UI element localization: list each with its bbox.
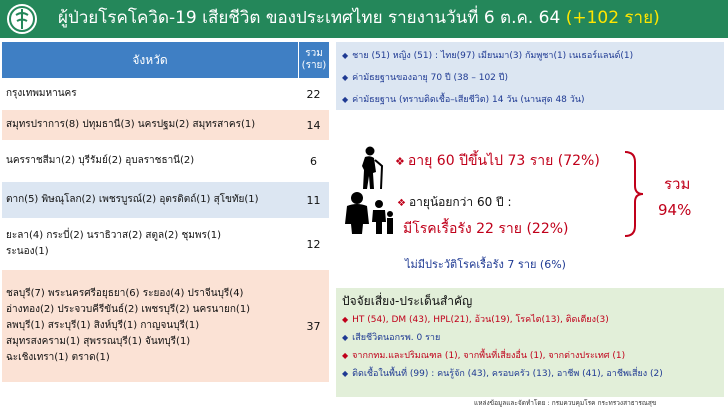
risk-item: ◆ HT (54), DM (43), HPL(21), อ้วน(19), โรคไต(13), ติดเตียง(3) [342,315,609,325]
right-brace-icon [623,150,645,238]
risk-title: ปัจจัยเสี่ยง-ประเด็นสำคัญ [342,294,473,308]
total-label: รวม [664,175,691,193]
diamond-bullet-icon: ◆ [342,351,349,360]
total-cell: 6 [310,154,317,168]
province-cell: ยะลา(4) กระบี่(2) นราธิวาส(2) สตูล(2) ชุมพร(1) ระนอง(1) [6,230,221,257]
diamond-bullet-icon: ❖ [395,155,405,168]
header-bar [0,0,728,38]
title-main: ผู้ป่วยโรคโควิด-19 เสียชีวิต ของประเทศไทย รายงานวันที่ 6 ต.ค. 64 [58,8,561,28]
elderly-stat: ❖ อายุ 60 ปีขึ้นไป 73 ราย (72%) [395,153,600,169]
risk-item: ◆ ติดเชื้อในพื้นที่ (99) : คนรู้จัก (43), ครอบครัว (13), อาชีพ (41), อาชีพเสี่ยง (2) [342,369,663,379]
info-line: ◆ ค่ามัธยฐานของอายุ 70 ปี (38 – 102 ปี) [342,73,508,83]
province-cell: สมุทรปราการ(8) ปทุมธานี(3) นครปฐม(2) สมุทรสาคร(1) [6,119,256,130]
info-line: ◆ ค่ามัธยฐาน (ทราบติดเชื้อ–เสียชีวิต) 14 วัน (นานสุด 48 วัน) [342,95,585,105]
demographic-info-box [336,42,724,110]
header-total-label: รวม [305,48,323,59]
total-cell: 12 [306,237,321,251]
table-header [2,42,329,78]
chronic-disease-stat: มีโรคเรื้อรัง 22 ราย (22%) [403,221,569,237]
young-label: ❖ อายุน้อยกว่า 60 ปี : [397,195,512,209]
total-cell: 11 [306,193,321,207]
province-table [2,42,329,382]
total-percent: 94% [658,201,692,219]
table-row [2,78,329,108]
province-cell: นครราชสีมา(2) บุรีรัมย์(2) อุบลราชธานี(2) [6,155,195,166]
family-icon [343,190,395,234]
header-total [298,42,329,78]
source-footnote: แหล่งข้อมูลและจัดทำโดย : กรมควบคุมโรค กระทรวงสาธารณสุข [474,399,657,407]
province-cell: ตาก(5) พิษณุโลก(2) เพชรบูรณ์(2) อุตรดิตถ์(1) สุโขทัย(1) [6,194,259,205]
elderly-person-icon [355,146,389,190]
page-title [58,6,660,30]
no-history-stat: ไม่มีประวัติโรคเรื้อรัง 7 ราย (6%) [405,258,566,271]
diamond-bullet-icon: ◆ [342,333,349,342]
diamond-bullet-icon: ❖ [397,198,406,209]
diamond-bullet-icon: ◆ [342,73,349,82]
diamond-bullet-icon: ◆ [342,95,349,104]
table-row [2,180,329,218]
header-total-unit: (ราย) [301,60,327,71]
risk-item: ◆ เสียชีวิตนอกรพ. 0 ราย [342,333,441,343]
risk-factors-box [336,288,724,397]
province-cell: ชลบุรี(7) พระนครศรีอยุธยา(6) ระยอง(4) ปราจีนบุรี(4) อ่างทอง(2) ประจวบคีรีขันธ์(2) เพชรบุรี(2) นครนายก(1) ลพบุรี(1) สระบุรี(1) สิงห์บุรี(1) กาญจนบุรี(1) สมุทรสงคราม(1) สุพรรณบุรี(1) จันทบุรี(1) ฉะเชิงเทรา(1) ตราด(1) [6,288,251,363]
province-cell: กรุงเทพมหานคร [6,88,77,99]
total-cell: 37 [306,319,321,333]
total-cell: 14 [306,118,321,132]
table-row [2,108,329,140]
diamond-bullet-icon: ◆ [342,315,349,324]
total-cell: 22 [306,87,321,101]
risk-item: ◆ จากกทม.และปริมณฑล (1), จากพื้นที่เสี่ยงอื่น (1), จากต่างประเทศ (1) [342,351,626,361]
diamond-bullet-icon: ◆ [342,51,349,60]
table-row [2,218,329,268]
title-highlight: (+102 ราย) [565,8,660,28]
table-row [2,268,329,382]
header-province: จังหวัด [132,52,168,67]
diamond-bullet-icon: ◆ [342,369,349,378]
info-line: ◆ ชาย (51) หญิง (51) : ไทย(97) เมียนมา(3) กัมพูชา(1) เนเธอร์แลนด์(1) [342,51,634,61]
moph-logo-icon [6,3,38,35]
table-row [2,140,329,180]
